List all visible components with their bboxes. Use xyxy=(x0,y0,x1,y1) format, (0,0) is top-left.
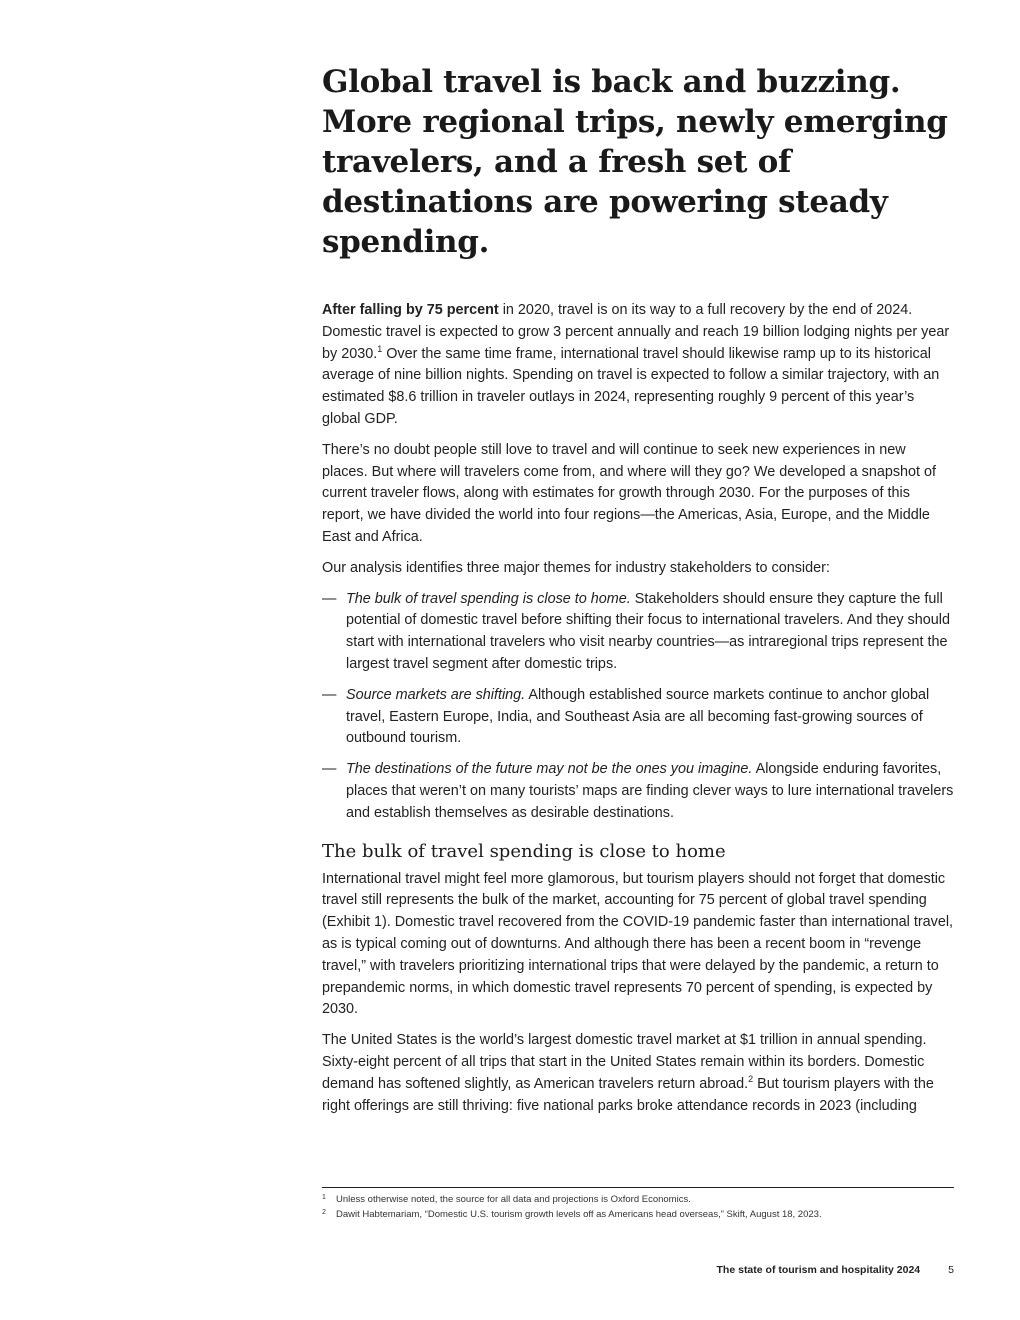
footnote-2 xyxy=(322,1207,954,1222)
themes-list xyxy=(322,589,954,825)
footnote-ref-2[interactable]: 2 xyxy=(748,1073,754,1084)
dash-bullet: — xyxy=(322,686,337,703)
theme-title: The bulk of travel spending is close to home. xyxy=(346,590,631,607)
theme-text: Stakeholders should ensure they capture the full potential of domestic travel before shifting their focus to international travelers. And they should start with international travelers who visit nearby countries—as intraregional trips represent the largest travel segment after domestic trips. xyxy=(346,590,950,672)
theme-title: Source markets are shifting. xyxy=(346,686,526,703)
theme-title: The destinations of the future may not be the ones you imagine. xyxy=(346,761,753,778)
intro-text-a: in 2020, travel is on its way to a full recovery by the end of 2024. Domestic travel is expected to grow 3 percent annually and reach 19 billion lodging nights per year by 2030. xyxy=(322,302,950,362)
page-footer xyxy=(717,1264,954,1276)
section-heading: The bulk of travel spending is close to home xyxy=(322,840,726,862)
footnote-text: Unless otherwise noted, the source for all data and projections is Oxford Economics. xyxy=(336,1194,691,1205)
footnote-number: 1 xyxy=(322,1194,326,1201)
section-p2-text-a: The United States is the world’s largest domestic travel market at $1 trillion in annual spending. Sixty-eight percent of all trips that start in the United States remain within its borders. Domestic demand has softened slightly, as American travelers return abroad. xyxy=(322,1032,927,1092)
page-number: 5 xyxy=(948,1264,954,1276)
footnotes xyxy=(322,1187,954,1222)
main-column xyxy=(322,62,954,1126)
paragraph-3: Our analysis identifies three major themes for industry stakeholders to consider: xyxy=(322,559,830,576)
dash-bullet: — xyxy=(322,590,337,607)
list-item xyxy=(322,759,954,824)
section-p2-text-b: But tourism players with the right offerings are still thriving: five national parks broke attendance records in 2023 (including xyxy=(322,1075,934,1114)
section-paragraph-1: International travel might feel more glamorous, but tourism players should not forget that domestic travel still represents the bulk of the market, accounting for 75 percent of global travel spending (Exhibit 1). Domestic travel recovered from the COVID-19 pandemic faster than international travel, as is typical coming out of downturns. And although there has been a recent boom in “revenge travel,” with travelers prioritizing international trips that were delayed by the pandemic, a return to prepandemic norms, in which domestic travel represents 70 percent of spending, is expected by 2030. xyxy=(322,870,954,1018)
body-text xyxy=(322,300,954,1117)
intro-text-b: Over the same time frame, international travel should likewise ramp up to its historical average of nine billion nights. Spending on travel is expected to follow a similar trajectory, with an estimated $8.6 trillion in traveler outlays in 2024, representing roughly 9 percent of this year’s global GDP. xyxy=(322,345,940,427)
list-item xyxy=(322,589,954,676)
intro-paragraph xyxy=(322,300,954,431)
footnote-1 xyxy=(322,1192,954,1207)
list-item xyxy=(322,685,954,750)
footnote-text: Dawit Habtemariam, “Domestic U.S. tourism growth levels off as Americans head overseas,” Skift, August 18, 2023. xyxy=(336,1209,822,1220)
dash-bullet: — xyxy=(322,761,337,778)
intro-lead: After falling by 75 percent xyxy=(322,302,499,318)
section-paragraph-2 xyxy=(322,1030,954,1117)
theme-text: Although established source markets continue to anchor global travel, Eastern Europe, India, and Southeast Asia are all becoming fast-growing sources of outbound tourism. xyxy=(346,686,930,747)
footnote-ref-1[interactable]: 1 xyxy=(377,343,383,354)
page-headline: Global travel is back and buzzing. More regional trips, newly emerging travelers, and a fresh set of destinations are powering steady spending. xyxy=(322,64,948,260)
footnote-number: 2 xyxy=(322,1209,326,1216)
report-title: The state of tourism and hospitality 2024 xyxy=(716,1264,921,1276)
paragraph-2: There’s no doubt people still love to travel and will continue to seek new experiences in new places. But where will travelers come from, and where will they go? We developed a snapshot of current traveler flows, along with estimates for growth through 2030. For the purposes of this report, we have divided the world into four regions—the Americas, Asia, Europe, and the Middle East and Africa. xyxy=(322,441,937,545)
theme-text: Alongside enduring favorites, places that weren’t on many tourists’ maps are finding clever ways to lure international travelers and establish themselves as desirable destinations. xyxy=(346,761,954,821)
